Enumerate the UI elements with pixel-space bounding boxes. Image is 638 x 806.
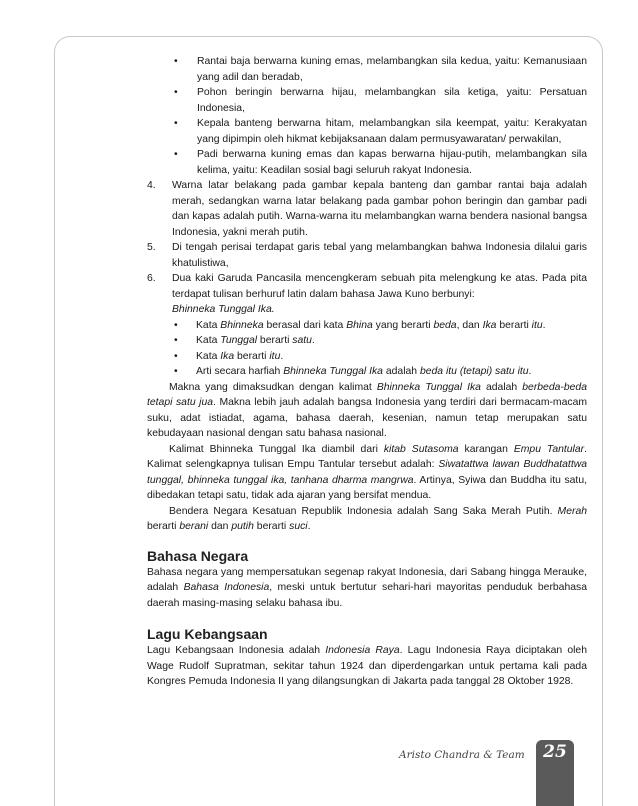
- bullet: •: [174, 87, 178, 98]
- paragraph-bendera: Bendera Negara Kesatuan Republik Indonesia adalah Sang Saka Merah Putih. Merah berarti berani dan putih berarti suci.: [147, 505, 587, 532]
- page-number: 25: [543, 742, 567, 762]
- meaning-text: Kata Ika berarti itu.: [196, 350, 284, 362]
- numbered-item-6: [147, 271, 587, 318]
- list-item-text: Pohon beringin berwarna hijau, melambangkan sila ketiga, yaitu: Persatuan Indonesia,: [197, 87, 587, 114]
- meaning-text: Kata Tunggal berarti satu.: [196, 335, 315, 346]
- bullet: •: [174, 149, 178, 160]
- meaning-text: Arti secara harfiah Bhinneka Tunggal Ika adalah beda itu (tetapi) satu itu.: [196, 366, 532, 377]
- heading-bahasa-negara: Bahasa Negara: [147, 547, 249, 564]
- item-6-text: Dua kaki Garuda Pancasila mencengkeram sebuah pita melengkung ke atas. Pada pita terdapat tulisan berhuruf latin dalam bahasa Jawa Kuno berbunyi:: [172, 273, 587, 300]
- meaning-text: Kata Bhinneka berasal dari kata Bhina yang berarti beda, dan Ika berarti itu.: [196, 319, 546, 331]
- paragraph-sutasoma: Kalimat Bhinneka Tunggal Ika diambil dari kitab Sutasoma karangan Empu Tantular. Kalimat selengkapnya tulisan Empu Tantular tersebut adalah: Siwatattwa lawan Buddhatattwa tunggal, bhinneka tunggal ika, tanhana dharma mangrwa. Artinya, Syiwa dan Buddha itu satu, dibedakan tetapi satu, tidak ada ajaran yang bersifat mendua.: [147, 443, 587, 501]
- meaning-item: [147, 349, 587, 365]
- item-number: 4.: [147, 180, 156, 191]
- list-item: [147, 54, 587, 85]
- heading-lagu-kebangsaan: Lagu Kebangsaan: [147, 626, 268, 642]
- bullet: •: [174, 366, 178, 377]
- list-item-text: Rantai baja berwarna kuning emas, melambangkan sila kedua, yaitu: Kemanusiaan yang adil dan beradab,: [197, 56, 587, 83]
- bullet: •: [174, 319, 178, 331]
- numbered-item-5: [147, 240, 587, 271]
- item-text: Di tengah perisai terdapat garis tebal yang melambangkan bahwa Indonesia dilalui garis khatulistiwa,: [172, 242, 587, 269]
- motto-text: Bhinneka Tunggal Ika.: [172, 304, 275, 315]
- bullet: •: [174, 56, 178, 67]
- paragraph-lagu-kebangsaan: Lagu Kebangsaan Indonesia adalah Indonesia Raya. Lagu Indonesia Raya diciptakan oleh Wage Rudolf Supratman, sekitar tahun 1924 dan diperdengarkan untuk pertama kali pada Kongres Pemuda Indonesia II yang dilangsungkan di Jakarta pada tanggal 28 Oktober 1928.: [147, 645, 587, 687]
- symbol-bullet-list: [147, 54, 587, 178]
- item-text: Warna latar belakang pada gambar kepala banteng dan gambar rantai baja adalah merah, sedangkan warna latar belakang pada gambar pohon beringin dan gambar padi dan kapas adalah putih. Warna-warna itu melambangkan warna bendera nasional bangsa Indonesia, yakni merah putih.: [172, 180, 587, 238]
- item-number: 5.: [147, 242, 156, 253]
- item-text: [172, 271, 587, 318]
- bullet: •: [174, 118, 178, 129]
- item-number: 6.: [147, 273, 156, 284]
- paragraph-bahasa-negara: Bahasa negara yang mempersatukan segenap rakyat Indonesia, dari Sabang hingga Merauke, adalah Bahasa Indonesia, meski untuk bertutur sehari-hari mayoritas penduduk berbahasa daerah masing-masing selaku bahasa ibu.: [147, 566, 587, 609]
- list-item: [147, 85, 587, 116]
- footer-author: Aristo Chandra & Team: [399, 749, 525, 761]
- paragraph-makna: Makna yang dimaksudkan dengan kalimat Bhinneka Tunggal Ika adalah berbeda-beda tetapi satu jua. Makna lebih jauh adalah bangsa Indonesia yang terdiri dari bermacam-macam suku, adat istiadat, agama, bahasa daerah, kesenian, namun tetap merupakan satu kebudayaan nasional dengan satu bahasa nasional.: [147, 381, 587, 439]
- list-item-text: Kepala banteng berwarna hitam, melambangkan sila keempat, yaitu: Kerakyatan yang dipimpin oleh hikmat kebijaksanaan dalam permusyawaratan/ perwakilan,: [197, 118, 587, 145]
- meaning-item: [147, 333, 587, 349]
- list-item: [147, 116, 587, 147]
- numbered-item-4: [147, 178, 587, 240]
- page-content: [147, 54, 587, 690]
- bullet: •: [174, 335, 178, 346]
- bullet: •: [174, 350, 178, 362]
- list-item: [147, 147, 587, 178]
- meaning-item: [147, 364, 587, 380]
- meaning-item: [147, 318, 587, 334]
- list-item-text: Padi berwarna kuning emas dan kapas berwarna hijau-putih, melambangkan sila kelima, yaitu: Keadilan sosial bagi seluruh rakyat Indonesia.: [197, 149, 587, 176]
- meaning-bullet-list: [147, 318, 587, 380]
